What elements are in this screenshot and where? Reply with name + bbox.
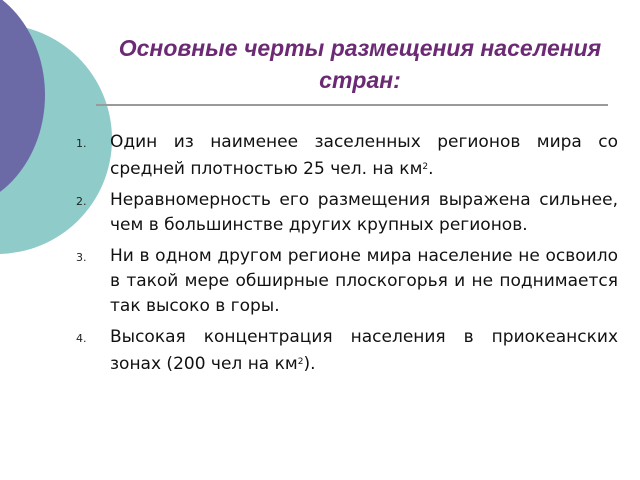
list-item-number: 3. bbox=[76, 251, 87, 264]
superscript: 2 bbox=[297, 357, 304, 367]
list-item-text: Ни в одном другом регионе мира население не освоило в такой мере обширные плоскогорья и не поднимается так высоко в горы. bbox=[110, 246, 618, 316]
list-item bbox=[76, 244, 618, 319]
list-item-text: Неравномерность его размещения выражена сильнее, чем в большинстве других крупных регионов. bbox=[110, 190, 618, 235]
list-item-text: Высокая концентрация населения в приокеанских зонах (200 чел на км bbox=[110, 327, 618, 374]
list-item-tail: ). bbox=[303, 354, 316, 374]
slide-title: Основные черты размещения населения стран: bbox=[118, 35, 602, 93]
list-item bbox=[76, 188, 618, 238]
list-item bbox=[76, 325, 618, 377]
list-item-tail: . bbox=[428, 159, 434, 179]
superscript: 2 bbox=[422, 162, 429, 172]
list-item-number: 4. bbox=[76, 332, 87, 345]
list-item-number: 1. bbox=[76, 137, 87, 150]
title-divider bbox=[96, 104, 608, 106]
bullet-list bbox=[76, 130, 618, 383]
list-item-number: 2. bbox=[76, 195, 87, 208]
list-item bbox=[76, 130, 618, 182]
list-item-text: Один из наименее заселенных регионов мира со средней плотностью 25 чел. на км bbox=[110, 132, 618, 179]
